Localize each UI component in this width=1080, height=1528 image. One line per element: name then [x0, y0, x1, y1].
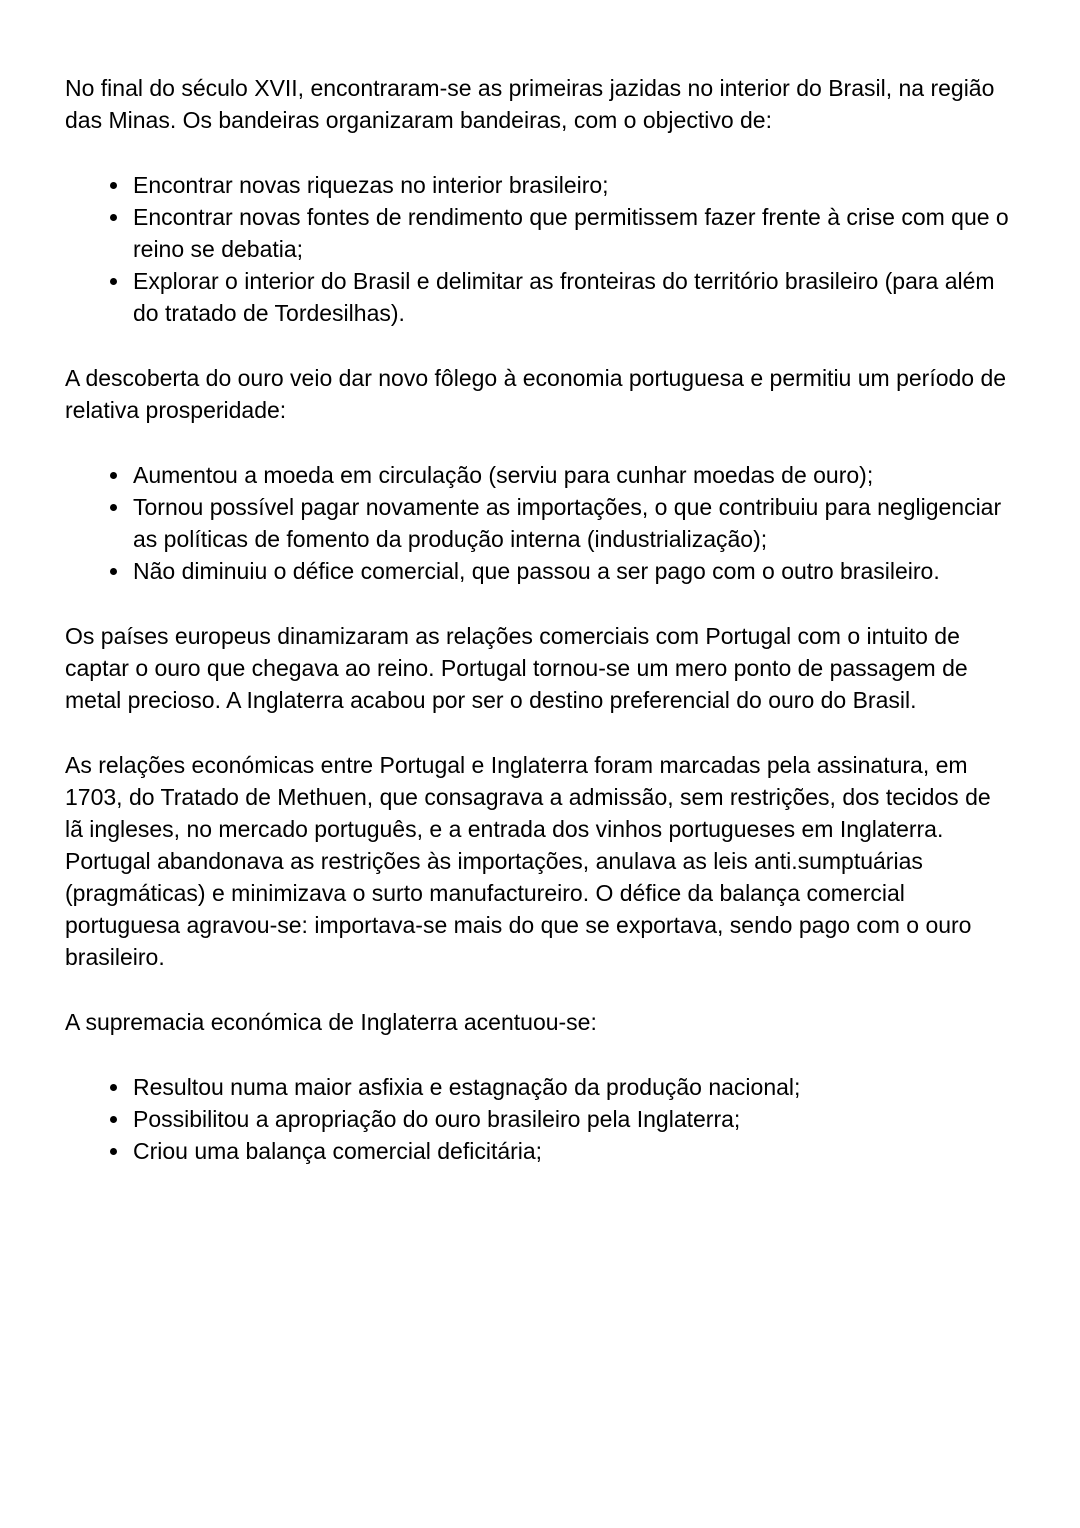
list-item: • Encontrar novas fontes de rendimento que permitissem fazer frente à crise com que o reino se debatia;	[131, 201, 1012, 265]
paragraph-tratado-methuen: As relações económicas entre Portugal e Inglaterra foram marcadas pela assinatura, em 1703, do Tratado de Methuen, que consagrava a admissão, sem restrições, dos tecidos de lã ingleses, no mercado português, e a entrada dos vinhos portugueses em Inglaterra. Portugal abandonava as restrições às importações, anulava as leis anti.sumptuárias (pragmáticas) e minimizava o surto manufactureiro. O défice da balança comercial portuguesa agravou-se: importava-se mais do que se exportava, sendo pago com o ouro brasileiro.	[65, 752, 991, 970]
list-item: • Aumentou a moeda em circulação (serviu para cunhar moedas de ouro);	[131, 459, 1012, 491]
list-item: • Possibilitou a apropriação do ouro brasileiro pela Inglaterra;	[131, 1103, 1012, 1135]
paragraph-supremacia-inglaterra: A supremacia económica de Inglaterra acentuou-se:	[65, 1009, 597, 1035]
paragraph-paises-europeus: Os países europeus dinamizaram as relações comerciais com Portugal com o intuito de captar o ouro que chegava ao reino. Portugal tornou-se um mero ponto de passagem de metal precioso. A Inglaterra acabou por ser o destino preferencial do ouro do Brasil.	[65, 623, 968, 713]
list-item: • Não diminuiu o défice comercial, que passou a ser pago com o outro brasileiro.	[131, 555, 1012, 587]
list-item: • Criou uma balança comercial deficitária;	[131, 1135, 1012, 1167]
bullet-list-prosperidade	[65, 459, 1012, 587]
list-item: • Explorar o interior do Brasil e delimitar as fronteiras do território brasileiro (para além do tratado de Tordesilhas).	[131, 265, 1012, 329]
paragraph-intro-jazidas: No final do século XVII, encontraram-se as primeiras jazidas no interior do Brasil, na região das Minas. Os bandeiras organizaram bandeiras, com o objectivo de:	[65, 75, 995, 133]
bullet-list-consequencias	[65, 1071, 1012, 1167]
bullet-list-objectivos	[65, 169, 1012, 329]
list-item: • Encontrar novas riquezas no interior brasileiro;	[131, 169, 1012, 201]
list-item: • Resultou numa maior asfixia e estagnação da produção nacional;	[131, 1071, 1012, 1103]
document-body	[65, 72, 1012, 1167]
list-item: • Tornou possível pagar novamente as importações, o que contribuiu para negligenciar as políticas de fomento da produção interna (industrialização);	[131, 491, 1012, 555]
paragraph-descoberta-ouro: A descoberta do ouro veio dar novo fôlego à economia portuguesa e permitiu um período de relativa prosperidade:	[65, 365, 1007, 423]
